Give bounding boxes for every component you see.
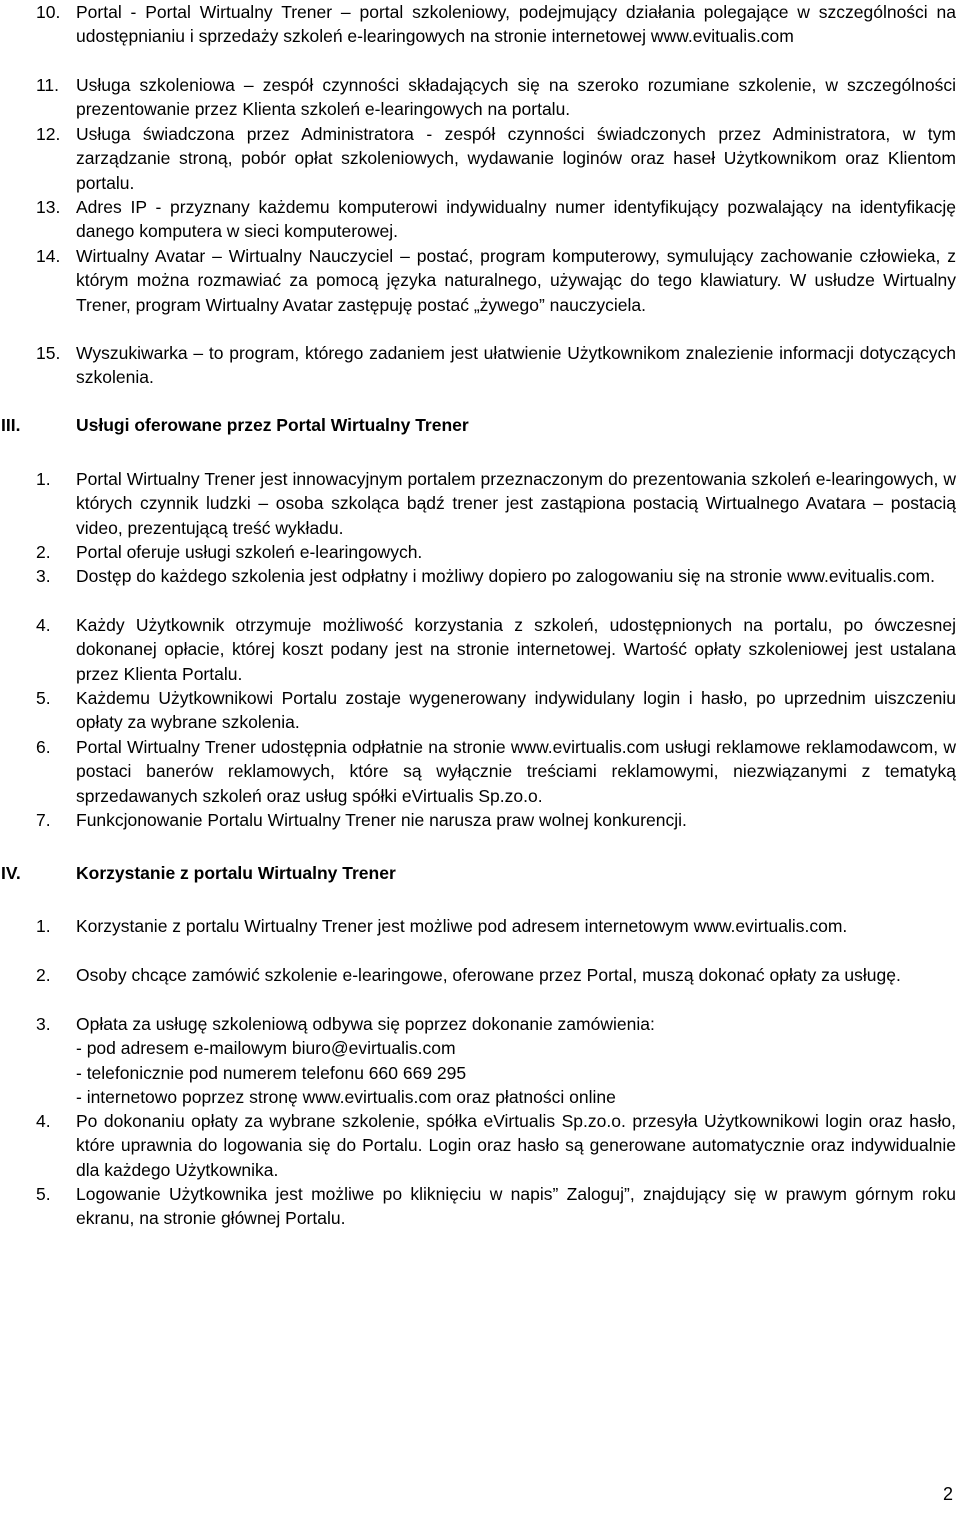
item-text: Portal - Portal Wirtualny Trener – portal szkoleniowy, podejmujący działania polegające w szczególności na udostępnianiu i sprzedaży szkoleń e-learingowych na stronie internetowej www.evitualis.com — [76, 2, 956, 47]
list-item — [0, 808, 960, 832]
item-text: Portal oferuje usługi szkoleń e-learingowych. — [76, 542, 423, 562]
item-text: Adres IP - przyznany każdemu komputerowi indywidualny numer identyfikujący pozwalający na identyfikację danego komputera w sieci komputerowej. — [76, 197, 956, 242]
item-text: Osoby chcące zamówić szkolenie e-learingowe, oferowane przez Portal, muszą dokonać opłaty za usługę. — [76, 965, 901, 985]
section-list — [0, 914, 960, 1231]
list-item — [0, 963, 960, 1012]
definition-item — [0, 244, 960, 341]
list-item — [0, 540, 960, 564]
list-item — [0, 613, 960, 686]
item-text: Korzystanie z portalu Wirtualny Trener jest możliwe pod adresem internetowym www.evirtualis.com. — [76, 916, 848, 936]
item-text: Wirtualny Avatar – Wirtualny Nauczyciel – postać, program komputerowy, symulujący zachowanie człowieka, z którym można rozmawiać za pomocą języka naturalnego, używając do tego klawiatury. W usłudze Wirtualny Trener, program Wirtualny Avatar zastępuję postać „żywego” nauczyciela. — [76, 246, 956, 315]
item-text: Każdy Użytkownik otrzymuje możliwość korzystania z szkoleń, udostępnionych na portalu, po ówczesnej dokonanej opłacie, której koszt podany jest na stronie internetowej. Wartość opłaty szkoleniowej jest ustalana przez Klienta Portalu. — [76, 615, 956, 684]
item-number: 3. — [36, 566, 51, 586]
item-number: 1. — [36, 469, 51, 489]
list-item — [0, 914, 960, 963]
item-text: Dostęp do każdego szkolenia jest odpłatny i możliwy dopiero po zalogowaniu się na stronie www.evitualis.com. — [76, 566, 935, 586]
item-text: Portal Wirtualny Trener udostępnia odpłatnie na stronie www.evirtualis.com usługi reklamowe reklamodawcom, w postaci banerów reklamowych, które są wyłącznie treściami reklamowymi, niezwiązanymi z tematyką sprzedawanych szkoleń oraz usług spółki eVirtualis Sp.zo.o. — [76, 737, 956, 806]
definition-item — [0, 0, 960, 73]
item-number: 12. — [36, 124, 61, 144]
item-text: Logowanie Użytkownika jest możliwe po kliknięciu w napis” Zaloguj”, znajdujący się w prawym górnym roku ekranu, na stronie głównej Portalu. — [76, 1184, 956, 1229]
definition-item — [0, 195, 960, 244]
item-number: 14. — [36, 246, 61, 266]
item-number: 15. — [36, 343, 61, 363]
page-number: 2 — [942, 1484, 953, 1504]
item-number: 5. — [36, 1184, 51, 1204]
list-item — [0, 564, 960, 613]
item-text: Usługa świadczona przez Administratora - zespół czynności świadczonych przez Administratora, w tym zarządzanie stroną, pobór opłat szkoleniowych, wydawanie loginów oraz haseł Użytkownikom oraz Klientom portalu. — [76, 124, 956, 193]
list-item — [0, 1109, 960, 1182]
item-number: 11. — [36, 75, 60, 95]
list-item — [0, 467, 960, 540]
order-method-email: - pod adresem e-mailowym biuro@evirtualis.com — [76, 1038, 456, 1059]
item-number: 4. — [36, 615, 51, 635]
item-number: 3. — [36, 1014, 51, 1034]
item-text: Usługa szkoleniowa – zespół czynności składających się na szeroko rozumiane szkolenie, w szczególności prezentowanie przez Klienta szkoleń e-learingowych na portalu. — [76, 75, 956, 120]
section-title: Korzystanie z portalu Wirtualny Trener — [76, 863, 396, 883]
section-list — [0, 467, 960, 832]
list-item — [0, 686, 960, 735]
section-title: Usługi oferowane przez Portal Wirtualny Trener — [76, 415, 469, 435]
item-number: 1. — [36, 916, 51, 936]
item-number: 4. — [36, 1111, 51, 1131]
item-number: 13. — [36, 197, 61, 217]
item-text: Opłata za usługę szkoleniową odbywa się poprzez dokonanie zamówienia: — [76, 1014, 655, 1034]
item-text: Po dokonaniu opłaty za wybrane szkolenie, spółka eVirtualis Sp.zo.o. przesyła Użytkownikowi login oraz hasło, które uprawnia do logowania się do Portalu. Login oraz hasło są generowane automatycznie oraz indywidualnie dla każdego Użytkownika. — [76, 1111, 956, 1180]
item-number: 6. — [36, 737, 51, 757]
definitions-list — [0, 0, 960, 390]
item-text: Funkcjonowanie Portalu Wirtualny Trener nie narusza praw wolnej konkurencji. — [76, 810, 687, 830]
item-number: 2. — [36, 542, 51, 562]
item-number: 7. — [36, 810, 51, 830]
order-method-phone: - telefonicznie pod numerem telefonu 660 669 295 — [76, 1062, 467, 1083]
section-roman-numeral: IV. — [1, 863, 21, 883]
item-number: 10. — [36, 2, 61, 22]
item-text: Każdemu Użytkownikowi Portalu zostaje wygenerowany indywidulany login i hasło, po uprzednim uiszczeniu opłaty za wybrane szkolenia. — [76, 688, 956, 733]
section-roman-numeral: III. — [1, 415, 21, 435]
item-number: 2. — [36, 965, 51, 985]
item-number: 5. — [36, 688, 51, 708]
item-text: Wyszukiwarka – to program, którego zadaniem jest ułatwienie Użytkownikom znalezienie informacji dotyczących szkolenia. — [76, 343, 956, 388]
definition-item — [0, 341, 960, 390]
definition-item — [0, 73, 960, 122]
definition-item — [0, 122, 960, 195]
list-item — [0, 735, 960, 808]
list-item — [0, 1012, 960, 1109]
order-method-online: - internetowo poprzez stronę www.evirtualis.com oraz płatności online — [76, 1086, 616, 1107]
item-text: Portal Wirtualny Trener jest innowacyjnym portalem przeznaczonym do prezentowania szkoleń e-learingowych, w których czynnik ludzki – osoba szkoląca bądź trener jest zastąpiona postacią Wirtualnego Avatara – postacią video, prezentującą treść wykładu. — [76, 469, 956, 538]
list-item — [0, 1182, 960, 1231]
